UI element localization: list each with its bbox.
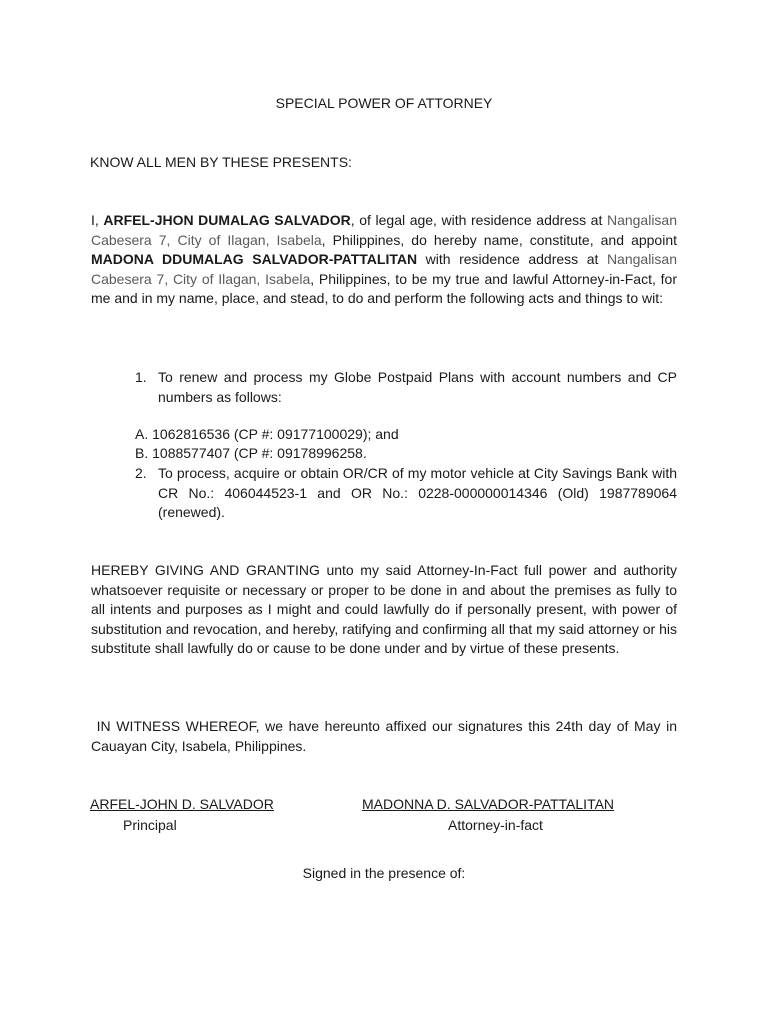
para1-after-address: , Philippines, do hereby name, constitute, and appoint [321, 231, 678, 248]
witness-paragraph: IN WITNESS WHEREOF, we have hereunto affixed our signatures this 24th day of May in Cauayan City, Isabela, Philippines. [91, 718, 681, 754]
appointment-paragraph [91, 211, 677, 309]
list-item [135, 368, 677, 407]
attorney-signature-name: MADONNA D. SALVADOR-PATTALITAN [362, 796, 615, 812]
attorney-address: Nangalisan Cabesera 7, City of Ilagan, Isabela [91, 251, 677, 287]
sub-item-b: B. 1088577407 (CP #: 09178996258. [135, 445, 367, 461]
principal-name: ARFEL-JHON DUMALAG SALVADOR [103, 212, 351, 228]
attorney-role: Attorney-in-fact [448, 817, 543, 833]
document-title: SPECIAL POWER OF ATTORNEY [275, 95, 493, 111]
principal-signature-name: ARFEL-JOHN D. SALVADOR [90, 796, 274, 812]
grant-paragraph: HEREBY GIVING AND GRANTING unto my said Attorney-In-Fact full power and authority whatsoever requisite or necessary or proper to be done in and about the premises as fully to all intents and purposes as I might and could lawfully do if personally present, with power of substitution and revocation, and hereby, ratifying and confirming all that my said attorney or his substitute shall lawfully do or cause to be done under and by virtue of these presents. [91, 562, 677, 656]
principal-role: Principal [123, 817, 177, 833]
para1-after-attorney: with residence address at [417, 251, 607, 267]
para1-suffix: , Philippines, to be my true and lawful Attorney-in-Fact, for me and in my name, place, and stead, to do and perform the following acts and things to wit: [91, 270, 677, 306]
para1-prefix: I, [91, 212, 104, 228]
list-item [135, 464, 677, 523]
presence-line: Signed in the presence of: [302, 865, 466, 881]
list-item-number: 2. [135, 465, 147, 481]
principal-address: Nangalisan Cabesera 7, City of Ilagan, Isabela [91, 212, 678, 248]
sub-item-a: A. 1062816536 (CP #: 09177100029); and [135, 426, 399, 442]
list-item-number: 1. [135, 369, 147, 385]
list-item-text: To process, acquire or obtain OR/CR of my motor vehicle at City Savings Bank with CR No.: 406044523-1 and OR No.: 0228-000000014346 (Old) 1987789064 (renewed). [158, 465, 677, 520]
attorney-name: MADONA DDUMALAG SALVADOR-PATTALITAN [91, 251, 418, 267]
list-item-text: To renew and process my Globe Postpaid Plans with account numbers and CP numbers as follows: [158, 369, 677, 405]
salutation: KNOW ALL MEN BY THESE PRESENTS: [90, 154, 352, 170]
para1-after-name: , of legal age, with residence address at [350, 212, 607, 228]
